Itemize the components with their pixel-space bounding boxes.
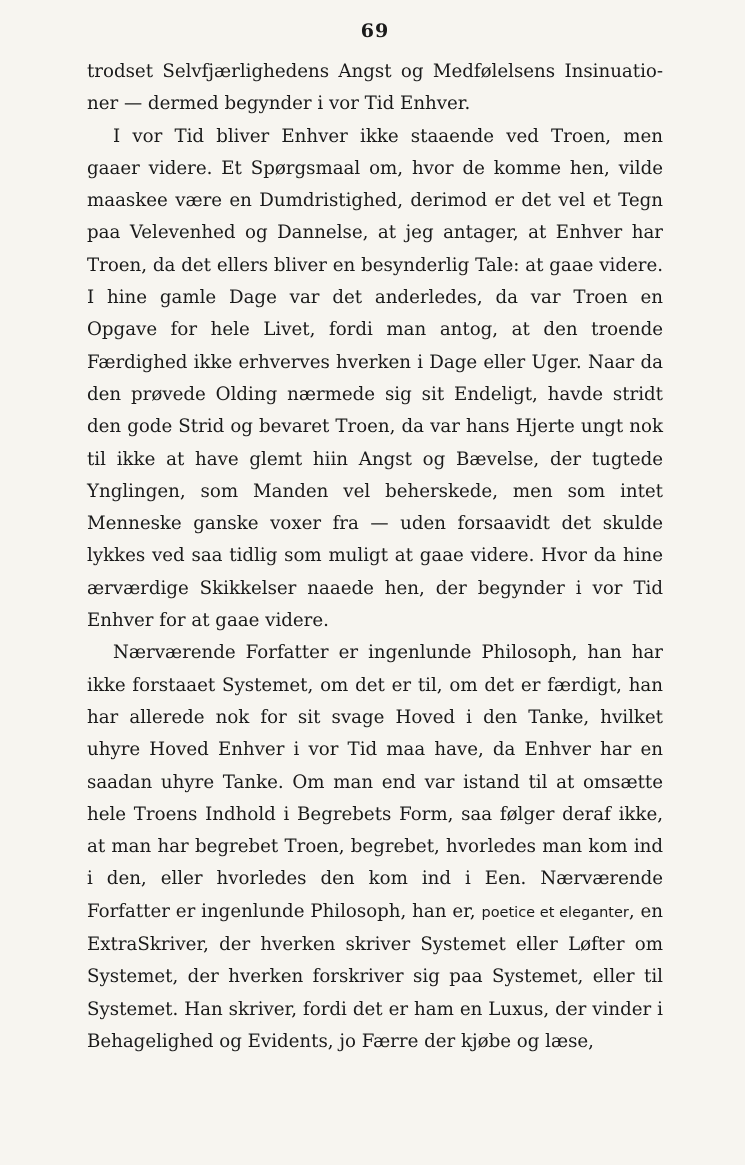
body-text <box>87 56 663 1058</box>
page-number: 69 <box>360 20 390 42</box>
latin-phrase: poetice et eleganter <box>481 904 629 921</box>
paragraph-1-text: trodset Selvfjærlighedens Angst og Medfølelsens Insinuationer — dermed begynder i vor Tid Enhver. <box>87 61 663 115</box>
paragraph-2-text: I vor Tid bliver Enhver ikke staaende ved Troen, men gaaer videre. Et Spørgsmaal om, hvor de komme hen, vilde maaskee være en Dumdristighed, derimod er det vel et Tegn paa Velevenhed og Dannelse, at jeg antager, at Enhver har Troen, da det ellers bliver en besynderlig Tale: at gaae videre. I hine gamle Dage var det anderledes, da var Troen en Opgave for hele Livet, fordi man antog, at den troende Færdighed ikke erhverves hverken i Dage eller Uger. Naar da den prøvede Olding nærmede sig sit Endeligt, havde stridt den gode Strid og bevaret Troen, da var hans Hjerte ungt nok til ikke at have glemt hiin Angst og Bævelse, der tugtede Ynglingen, som Manden vel beherskede, men som intet Menneske ganske voxer fra — uden forsaavidt det skulde lykkes ved saa tidlig som muligt at gaae videre. Hvor da hine ærværdige Skikkelser naaede hen, der begynder i vor Tid Enhver for at gaae videre. <box>87 125 663 632</box>
paragraph-3 <box>87 637 663 1058</box>
paragraph-2 <box>87 121 663 638</box>
paragraph-3-text-a: Nærværende Forfatter er ingenlunde Philosoph, han har ikke forstaaet Systemet, om det er til, om det er færdigt, han har allerede nok for sit svage Hoved i den Tanke, hvilket uhyre Hoved Enhver i vor Tid maa have, da Enhver har en saadan uhyre Tanke. Om man end var istand til at omsætte hele Troens Indhold i Begrebets Form, saa følger deraf ikke, at man har begrebet Troen, begrebet, hvorledes man kom ind i den, eller hvorledes den kom ind i Een. Nærværende Forfatter er ingenlunde Philosoph, han er, <box>87 642 663 922</box>
paragraph-1 <box>87 56 663 121</box>
paragraph-3-text-b: , en ExtraSkriver, der hverken skriver Systemet eller Løfter om Systemet, der hverken forskriver sig paa Systemet, eller til Systemet. Han skriver, fordi det er ham en Luxus, der vinder i Behagelighed og Evidents, jo Færre der kjøbe og læse, <box>87 900 664 1052</box>
